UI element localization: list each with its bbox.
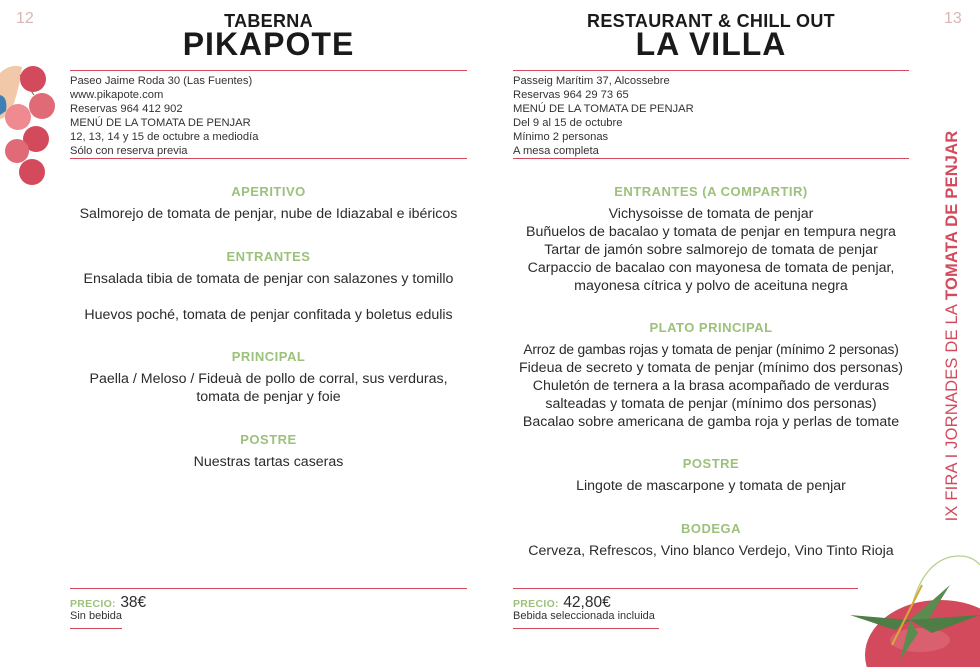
dates: 12, 13, 14 y 15 de octubre a mediodía	[70, 131, 259, 143]
divider	[70, 158, 467, 159]
section-title: ENTRANTES	[226, 249, 311, 264]
menu-item: Fideua de secreto y tomata de penjar (mínimo dos personas)	[518, 360, 904, 376]
menu-item: Huevos poché, tomata de penjar confitada y boletus edulis	[84, 307, 453, 323]
side-banner	[943, 116, 963, 536]
condition: Sólo con reserva previa	[70, 145, 188, 157]
section-title: BODEGA	[680, 521, 742, 536]
menu-section-aperitivo	[70, 184, 467, 223]
section-title: PRINCIPAL	[231, 349, 306, 364]
tomato-5	[5, 139, 29, 163]
reservations: Reservas 964 29 73 65	[513, 89, 629, 101]
section-title: POSTRE	[240, 432, 297, 447]
menu-section-bodega	[513, 521, 909, 560]
menu-section-plato-principal	[513, 320, 909, 431]
divider	[70, 70, 467, 71]
side-banner-prefix: IX FIRA I JORNADES DE LA	[943, 300, 961, 522]
tomato-cluster-illustration	[0, 55, 62, 190]
menu-item: Buñuelos de bacalao y tomata de penjar en tempura negra	[526, 224, 896, 240]
dates: Del 9 al 15 de octubre	[513, 117, 623, 129]
tomato-3	[5, 104, 31, 130]
menu-section-postre	[513, 456, 909, 495]
tomato-6	[19, 159, 45, 185]
menu-item: Carpaccio de bacalao con mayonesa de tomata de penjar,	[527, 260, 895, 276]
address: Passeig Marítim 37, Alcossebre	[513, 75, 670, 87]
restaurant-name: PIKAPOTE	[182, 26, 355, 62]
price-value: 42,80€	[563, 594, 611, 611]
side-banner-highlight: TOMATA DE PENJAR	[943, 130, 961, 301]
restaurant-type: TABERNA	[224, 11, 313, 31]
tomato-needle-illustration	[840, 545, 980, 667]
restaurant-info	[513, 74, 909, 158]
menu-name: MENÚ DE LA TOMATA DE PENJAR	[70, 117, 251, 129]
menu-section-entrantes	[70, 249, 467, 324]
price-note: Bebida seleccionada incluida	[513, 610, 655, 622]
menu-item: Cerveza, Refrescos, Vino blanco Verdejo, Vino Tinto Rioja	[528, 543, 894, 559]
menu-item: Bacalao sobre americana de gamba roja y perlas de tomate	[522, 414, 900, 430]
section-title: PLATO PRINCIPAL	[649, 320, 773, 335]
restaurant-name: LA VILLA	[635, 26, 787, 62]
menu-item: Arroz de gambas rojas y tomata de penjar (mínimo 2 personas)	[523, 342, 899, 357]
condition: A mesa completa	[513, 145, 599, 157]
divider	[513, 628, 659, 629]
menu-item: Ensalada tibia de tomata de penjar con salazones y tomillo	[83, 271, 454, 287]
divider	[70, 628, 122, 629]
menu-item: mayonesa cítrica y polvo de aceituna negra	[574, 278, 848, 294]
tomato-1	[20, 66, 46, 92]
divider	[513, 158, 909, 159]
divider	[513, 70, 909, 71]
price-value: 38€	[120, 594, 147, 611]
price-note: Sin bebida	[70, 610, 122, 622]
condition: Mínimo 2 personas	[513, 131, 609, 143]
price-label: PRECIO:	[513, 598, 559, 610]
section-title: ENTRANTES (A COMPARTIR)	[614, 184, 808, 199]
page-number-right: 13	[944, 10, 962, 27]
menu-item: tomata de penjar y foie	[196, 389, 341, 405]
tomato-2	[29, 93, 55, 119]
page-number-left: 12	[16, 10, 34, 27]
section-title: POSTRE	[682, 456, 740, 471]
restaurant-info	[70, 74, 467, 158]
menu-section-principal	[70, 349, 467, 406]
section-title: APERITIVO	[231, 184, 306, 199]
divider	[70, 588, 467, 589]
menu-item: salteadas y tomata de penjar (mínimo dos personas)	[545, 396, 877, 412]
menu-item: Lingote de mascarpone y tomata de penjar	[576, 478, 846, 494]
menu-name: MENÚ DE LA TOMATA DE PENJAR	[513, 103, 694, 115]
restaurant-type: RESTAURANT & CHILL OUT	[587, 11, 835, 31]
reservations: Reservas 964 412 902	[70, 103, 183, 115]
menu-item: Paella / Meloso / Fideuà de pollo de corral, sus verduras,	[89, 371, 448, 387]
menu-item: Vichysoisse de tomata de penjar	[608, 206, 814, 222]
address: Paseo Jaime Roda 30 (Las Fuentes)	[70, 75, 253, 87]
menu-item: Nuestras tartas caseras	[193, 454, 344, 470]
menu-item: Chuletón de ternera a la brasa acompañado de verduras	[532, 378, 890, 394]
divider	[513, 588, 858, 589]
price-label: PRECIO:	[70, 598, 116, 610]
website: www.pikapote.com	[70, 89, 164, 101]
menu-section-postre	[70, 432, 467, 471]
menu-item: Salmorejo de tomata de penjar, nube de Idiazabal e ibéricos	[79, 206, 458, 222]
menu-section-entrantes	[513, 184, 909, 295]
menu-item: Tartar de jamón sobre salmorejo de tomata de penjar	[544, 242, 878, 258]
